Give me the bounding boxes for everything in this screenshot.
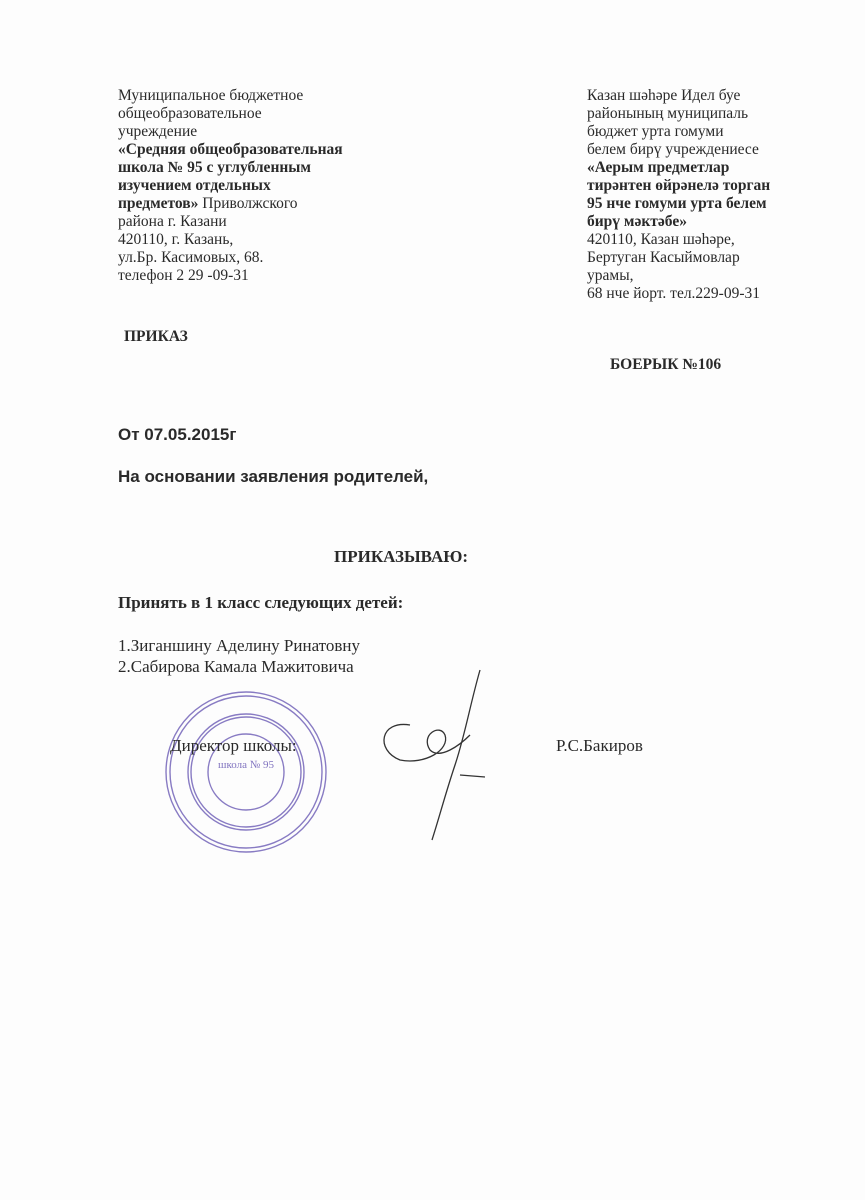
header-line: Приволжского	[198, 195, 298, 212]
list-item: 2.Сабирова Камала Мажитовича	[118, 657, 354, 676]
school-name-line: 95 нче гомуми урта белем	[587, 195, 767, 212]
address-line: 420110, Казан шәһәре,	[587, 231, 735, 248]
order-date: От 07.05.2015г	[118, 425, 237, 444]
school-name-line: изучением отдельных	[118, 177, 271, 194]
school-stamp	[160, 688, 335, 858]
school-name-line: «Аерым предметлар	[587, 159, 730, 176]
order-command: ПРИКАЗЫВАЮ:	[334, 547, 469, 566]
director-signature	[370, 665, 510, 845]
children-list	[118, 635, 360, 677]
order-basis: На основании заявления родителей,	[118, 467, 429, 486]
school-name-line: бирү мәктәбе»	[587, 213, 687, 230]
address-line: 420110, г. Казань,	[118, 231, 234, 248]
director-name: Р.С.Бакиров	[556, 736, 643, 755]
left-header	[118, 87, 343, 285]
order-instruction: Принять в 1 класс следующих детей:	[118, 593, 404, 612]
header-line: белем бирү учреждениесе	[587, 141, 759, 158]
phone-line: телефон 2 29 -09-31	[118, 267, 249, 284]
school-name-line: предметов»	[118, 195, 199, 212]
school-name-line: «Средняя общеобразовательная	[118, 141, 343, 158]
address-line: ул.Бр. Касимовых, 68.	[118, 249, 264, 266]
school-name-line: тирәнтен өйрәнелә торган	[587, 177, 771, 194]
order-label: ПРИКАЗ	[124, 328, 188, 345]
right-header	[587, 87, 770, 303]
header-line: Казан шәһәре Идел буе	[587, 87, 741, 104]
header-line: районының муниципаль	[587, 105, 749, 122]
header-line: учреждение	[118, 123, 198, 140]
header-line: общеобразовательное	[118, 105, 262, 122]
order-number: БОЕРЫК №106	[610, 356, 722, 373]
header-line: Муниципальное бюджетное	[118, 87, 304, 104]
address-line: Бертуган Касыймовлар	[587, 249, 740, 266]
list-item: 1.Зиганшину Аделину Ринатовну	[118, 636, 361, 655]
school-name-line: школа № 95 с углубленным	[118, 159, 311, 176]
address-line: урамы,	[587, 267, 634, 284]
phone-line: 68 нче йорт. тел.229-09-31	[587, 285, 761, 302]
director-position: Директор школы:	[170, 736, 297, 755]
header-line: района г. Казани	[118, 213, 227, 230]
header-line: бюджет урта гомуми	[587, 123, 724, 140]
stamp-text: школа № 95	[218, 759, 274, 771]
